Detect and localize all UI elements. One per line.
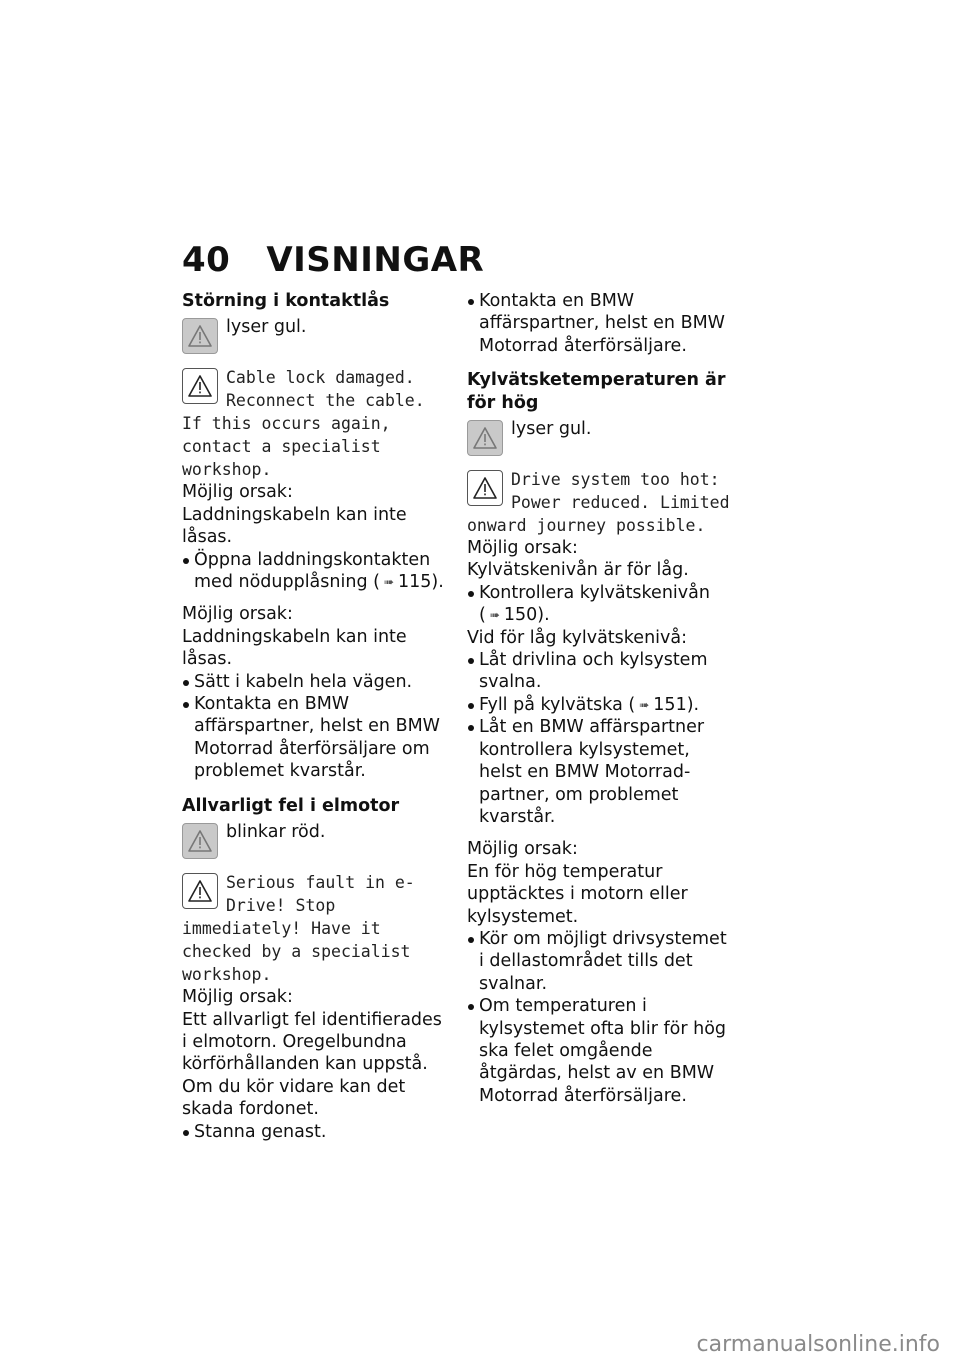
- action-list: [467, 582, 735, 627]
- cause-text: En för hög temperatur upptäcktes i motorn eller kylsystemet.: [467, 861, 688, 927]
- cause-text: Kylvätskenivån är för låg.: [467, 560, 689, 581]
- page-reference[interactable]: 115: [398, 572, 432, 593]
- cause-label: Möjlig orsak:: [467, 538, 578, 559]
- cause-text: Laddningskabeln kan inte låsas.: [182, 626, 407, 670]
- cause-text: Ett allvarligt fel identifierades i elmotorn. Oregelbundna körförhållanden kan uppstå. Om du kör vidare kan det skada fordonet.: [182, 1009, 442, 1120]
- page-number: 40: [182, 240, 231, 280]
- indicator-row: [182, 316, 450, 354]
- indicator-text: blinkar röd.: [226, 822, 326, 843]
- warning-triangle-icon: [182, 873, 218, 909]
- cause-text: Laddningskabeln kan inte låsas.: [182, 504, 407, 548]
- indicator-row: [467, 418, 735, 456]
- arrow-right-icon: ➠: [489, 608, 500, 623]
- section-heading: Allvarligt fel i elmotor: [182, 795, 400, 816]
- left-column: [182, 290, 450, 1143]
- list-item: Låt en BMW affärspartner kontrollera kylsystemet, helst en BMW Motorrad-partner, om problemet kvarstår.: [467, 716, 735, 828]
- message-text: Serious fault in e-Drive! Stop immediately! Have it checked by a specialist workshop.: [182, 873, 415, 985]
- page-title: VISNINGAR: [266, 240, 485, 280]
- list-item: Kontakta en BMW affärspartner, helst en BMW Motorrad återförsäljare.: [467, 290, 735, 357]
- indicator-text: lyser gul.: [226, 317, 307, 338]
- list-item: Öppna laddningskontakten med nödupplåsning ( ➠ 115).: [182, 549, 450, 594]
- action-list: [182, 1121, 450, 1143]
- action-list: [467, 649, 735, 828]
- list-item: Stanna genast.: [182, 1121, 450, 1143]
- indicator-text: lyser gul.: [511, 419, 592, 440]
- arrow-right-icon: ➠: [639, 697, 650, 712]
- warning-triangle-icon: [182, 823, 218, 859]
- display-message: [182, 871, 450, 986]
- warning-triangle-icon: [467, 420, 503, 456]
- list-item: Om temperaturen i kylsystemet ofta blir för hög ska felet omgående åtgärdas, helst av en BMW Motorrad återförsäljare.: [467, 995, 735, 1107]
- section-heading: Störning i kontaktlås: [182, 291, 390, 311]
- watermark: carmanualsonline.info: [696, 1332, 940, 1357]
- condition-label: Vid för låg kylvätskenivå:: [467, 627, 687, 648]
- cause-label: Möjlig orsak:: [182, 987, 293, 1008]
- right-column: [467, 290, 735, 1107]
- warning-triangle-icon: [182, 368, 218, 404]
- list-item: Fyll på kylvätska ( ➠ 151).: [467, 694, 735, 716]
- page-reference[interactable]: 150: [503, 605, 538, 626]
- page-reference[interactable]: 151: [653, 694, 687, 715]
- list-item: Kontrollera kylvätskenivån ( ➠ 150).: [467, 582, 735, 627]
- list-item: Kör om möjligt drivsystemet i dellastområdet tills det svalnar.: [467, 928, 735, 995]
- action-list: [182, 671, 450, 783]
- warning-triangle-icon: [182, 318, 218, 354]
- cause-label: Möjlig orsak:: [182, 482, 293, 503]
- display-message: [467, 468, 735, 537]
- action-list: [467, 290, 735, 357]
- list-item: Låt drivlina och kylsystem svalna.: [467, 649, 735, 694]
- indicator-row: [182, 821, 450, 859]
- arrow-right-icon: ➠: [383, 575, 395, 590]
- list-item: Kontakta en BMW affärspartner, helst en BMW Motorrad återförsäljare om problemet kvarstår.: [182, 693, 450, 783]
- display-message: [182, 366, 450, 481]
- cause-label: Möjlig orsak:: [182, 604, 293, 625]
- section-heading: Kylvätsketemperaturen är för hög: [467, 370, 726, 413]
- warning-triangle-icon: [467, 470, 503, 506]
- cause-label: Möjlig orsak:: [467, 839, 578, 860]
- page-header: [182, 240, 484, 280]
- action-list: [467, 928, 735, 1107]
- list-item: Sätt i kabeln hela vägen.: [182, 671, 450, 693]
- message-text: Drive system too hot: Power reduced. Limited onward journey possible.: [467, 470, 730, 536]
- action-list: [182, 549, 450, 594]
- message-text: Cable lock damaged. Reconnect the cable. If this occurs again, contact a specialist workshop.: [182, 368, 425, 480]
